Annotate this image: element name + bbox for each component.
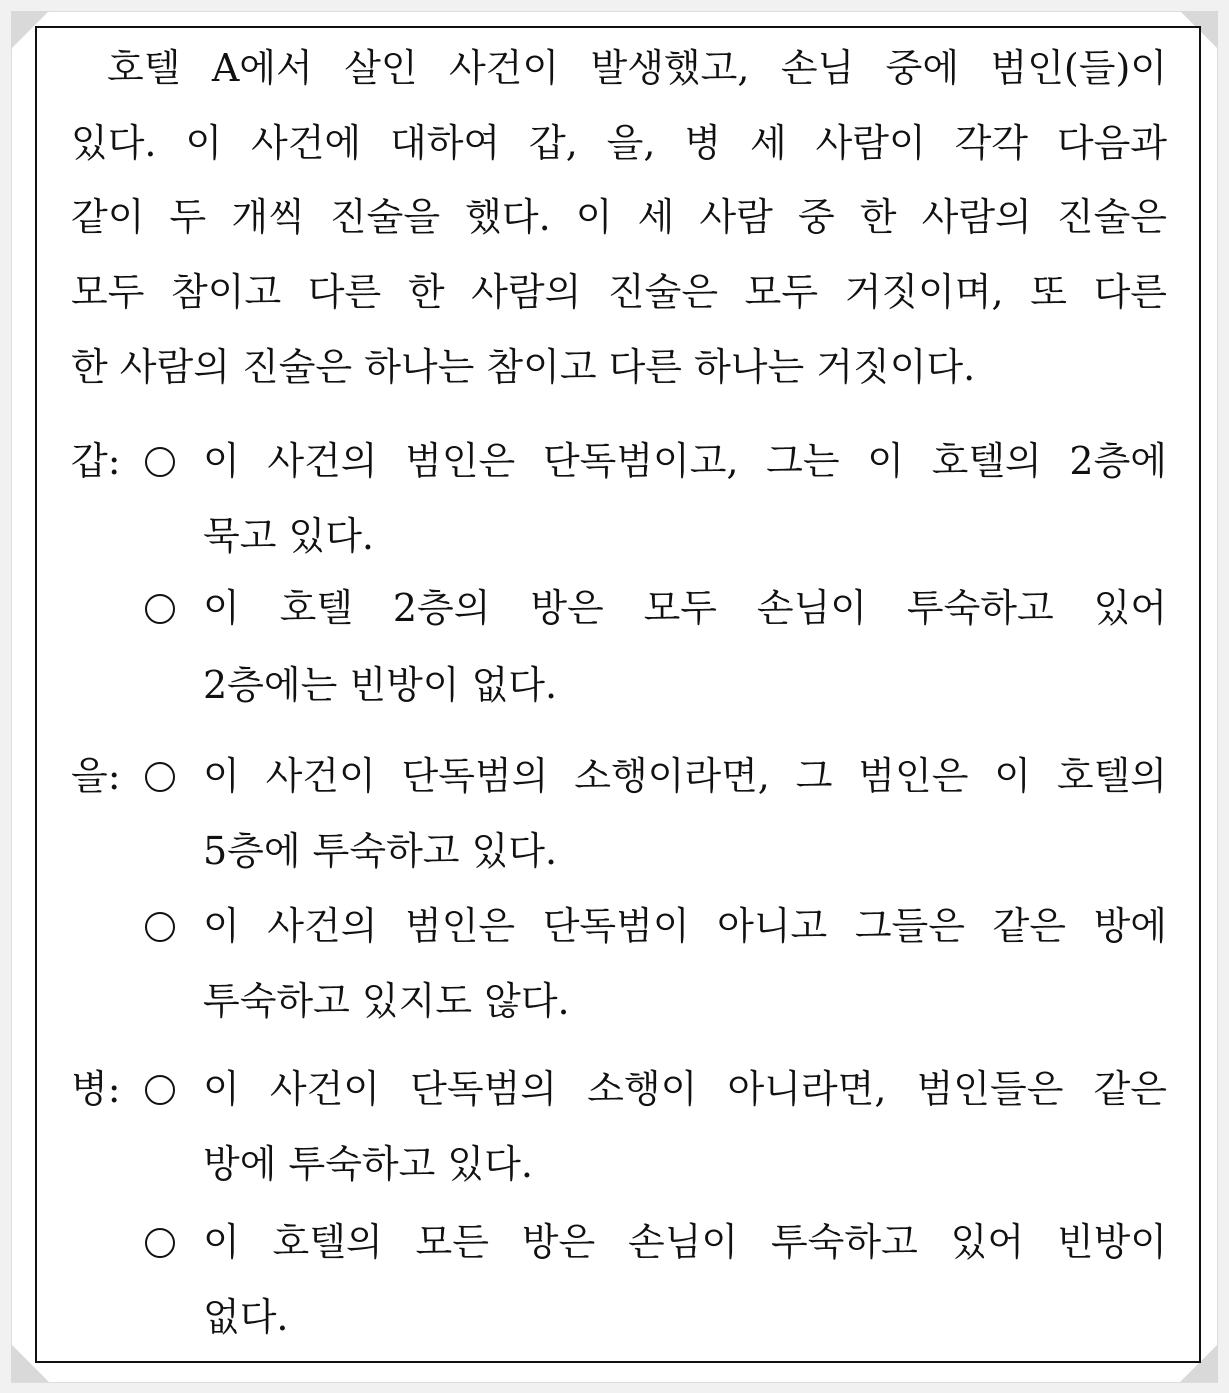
statement-line: 이 호텔의 모든 방은 손님이 투숙하고 있어 빈방이 bbox=[203, 1220, 1167, 1264]
circle-bullet-icon bbox=[145, 762, 175, 792]
statement-line: 이 사건의 범인은 단독범이고, 그는 이 호텔의 2층에 bbox=[203, 439, 1167, 483]
statement-line: 이 사건의 범인은 단독범이 아니고 그들은 같은 방에 bbox=[203, 904, 1167, 948]
speaker-label: 병: bbox=[71, 1067, 121, 1111]
speaker-label: 을: bbox=[71, 754, 121, 798]
statement-line: 묵고 있다. bbox=[203, 514, 374, 558]
intro-line: 한 사람의 진술은 하나는 참이고 다른 하나는 거짓이다. bbox=[71, 345, 976, 389]
statement-line: 5층에 투숙하고 있다. bbox=[203, 829, 558, 873]
circle-bullet-icon bbox=[145, 1075, 175, 1105]
statement-line: 없다. bbox=[203, 1295, 289, 1339]
circle-bullet-icon bbox=[145, 447, 175, 477]
intro-line: 있다. 이 사건에 대하여 갑, 을, 병 세 사람이 각각 다음과 bbox=[71, 121, 1167, 165]
statement-line: 투숙하고 있지도 않다. bbox=[203, 979, 570, 1023]
intro-line: 모두 참이고 다른 한 사람의 진술은 모두 거짓이며, 또 다른 bbox=[71, 270, 1167, 314]
circle-bullet-icon bbox=[145, 594, 175, 624]
statement-line: 이 사건이 단독범의 소행이 아니라면, 범인들은 같은 bbox=[203, 1067, 1167, 1111]
statement-line: 이 호텔 2층의 방은 모두 손님이 투숙하고 있어 bbox=[203, 586, 1167, 630]
statement-line: 이 사건이 단독범의 소행이라면, 그 범인은 이 호텔의 bbox=[203, 754, 1167, 798]
problem-box bbox=[35, 26, 1201, 1363]
circle-bullet-icon bbox=[145, 1228, 175, 1258]
intro-line: 호텔 A에서 살인 사건이 발생했고, 손님 중에 범인(들)이 bbox=[107, 46, 1167, 90]
statement-line: 2층에는 빈방이 없다. bbox=[203, 663, 558, 707]
circle-bullet-icon bbox=[145, 912, 175, 942]
intro-line: 같이 두 개씩 진술을 했다. 이 세 사람 중 한 사람의 진술은 bbox=[71, 195, 1167, 239]
speaker-label: 갑: bbox=[71, 439, 121, 483]
statement-line: 방에 투숙하고 있다. bbox=[203, 1142, 533, 1186]
